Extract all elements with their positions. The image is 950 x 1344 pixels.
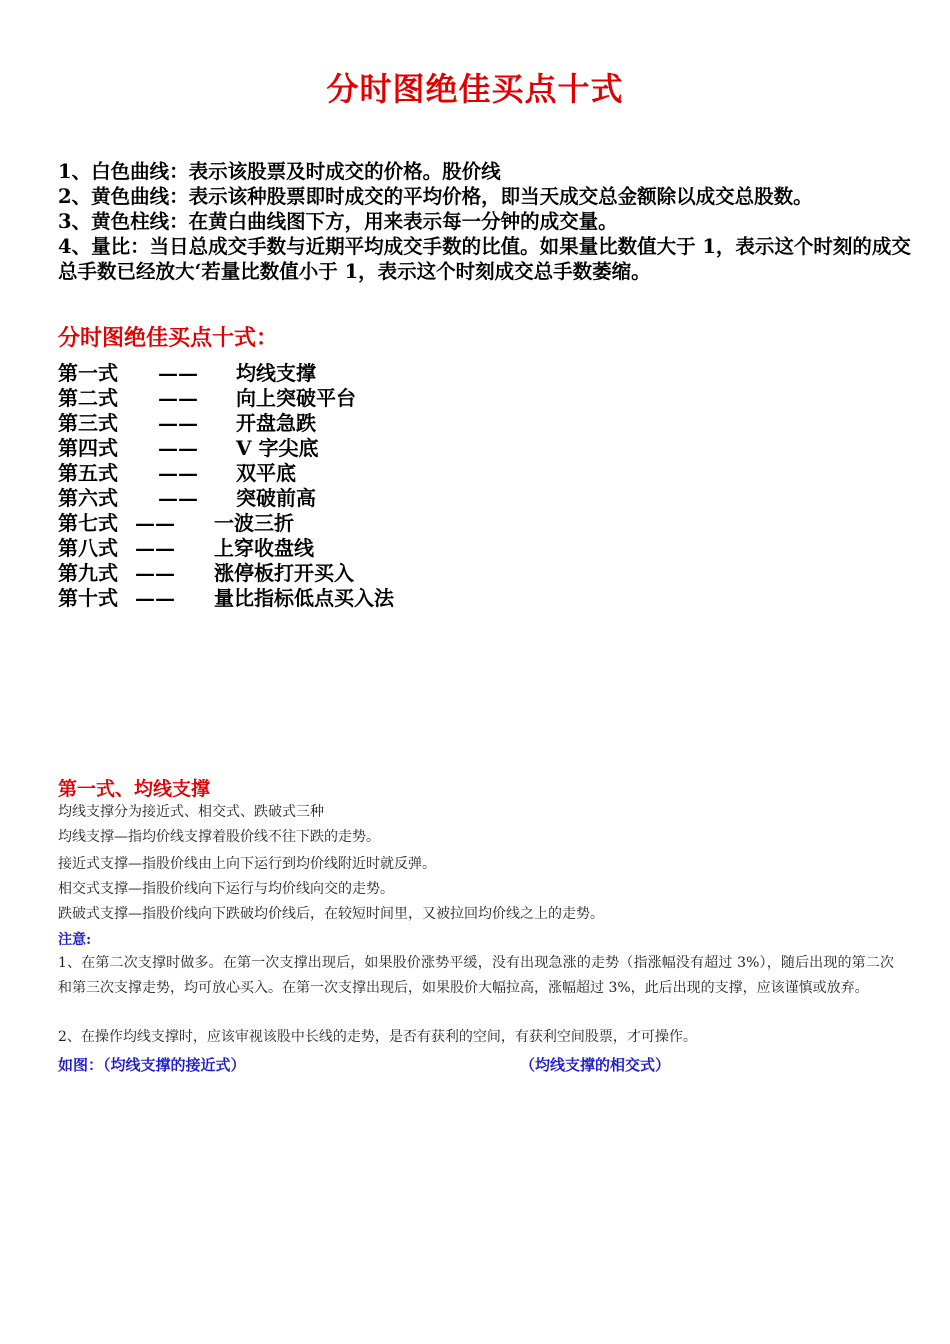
- section-line: 均线支撑分为接近式、相交式、跌破式三种: [58, 804, 324, 820]
- style-number: 第一式: [58, 361, 118, 385]
- figure-caption-right: （均线支撑的相交式）: [520, 1056, 671, 1074]
- definition-item: 4、量比：当日总成交手数与近期平均成交手数的比值。如果量比数值大于 1，表示这个时刻的成交总手数已经放大‘若量比数值小于 1，表示这个时刻成交总手数萎缩。: [58, 235, 911, 283]
- style-dash: ——: [135, 586, 175, 610]
- style-number: 第五式: [58, 461, 118, 485]
- style-dash: ——: [158, 436, 198, 460]
- section-line: 接近式支撑—指股价线由上向下运行到均价线附近时就反弹。: [58, 856, 436, 872]
- definitions-block: [58, 159, 918, 284]
- page-title: 分时图绝佳买点十式: [326, 70, 624, 108]
- style-name: 突破前高: [236, 486, 316, 510]
- style-number: 第十式: [58, 586, 118, 610]
- section-line: 均线支撑—指均价线支撑着股价线不往下跌的走势。: [58, 829, 380, 845]
- style-dash: ——: [135, 536, 175, 560]
- style-name: 开盘急跌: [236, 411, 316, 435]
- style-dash: ——: [158, 461, 198, 485]
- style-name: 一波三折: [214, 511, 294, 535]
- note-paragraph: 1、在第二次支撑时做多。在第一次支撑出现后，如果股价涨势平缓，没有出现急涨的走势（指涨幅没有超过 3%），随后出现的第二次和第三次支撑走势，均可放心买入。在第一次支撑出现后，如果股价大幅拉高，涨幅超过 3%，此后出现的支撑，应该谨慎或放弃。: [58, 955, 894, 996]
- style-dash: ——: [158, 486, 198, 510]
- definition-item: 3、黄色柱线：在黄白曲线图下方，用来表示每一分钟的成交量。: [58, 210, 618, 233]
- section-line: 相交式支撑—指股价线向下运行与均价线向交的走势。: [58, 881, 394, 897]
- style-number: 第二式: [58, 386, 118, 410]
- definition-item: 1、白色曲线：表示该股票及时成交的价格。股价线: [58, 160, 501, 183]
- figure-caption-left: 如图：（均线支撑的接近式）: [58, 1056, 246, 1074]
- definition-item: 2、黄色曲线：表示该种股票即时成交的平均价格，即当天成交总金额除以成交总股数。: [58, 185, 813, 208]
- style-dash: ——: [135, 561, 175, 585]
- style-number: 第八式: [58, 536, 118, 560]
- section-title: 第一式、均线支撑: [58, 778, 211, 800]
- style-number: 第三式: [58, 411, 118, 435]
- style-name: 向上突破平台: [236, 386, 356, 410]
- style-dash: ——: [158, 361, 198, 385]
- style-number: 第四式: [58, 436, 118, 460]
- styles-heading: 分时图绝佳买点十式：: [58, 325, 279, 351]
- style-number: 第九式: [58, 561, 118, 585]
- style-dash: ——: [158, 386, 198, 410]
- style-name: 双平底: [236, 461, 296, 485]
- style-dash: ——: [135, 511, 175, 535]
- style-name: 量比指标低点买入法: [214, 586, 394, 610]
- style-name: 上穿收盘线: [214, 536, 314, 560]
- style-name: 涨停板打开买入: [214, 561, 354, 585]
- style-name: V 字尖底: [236, 436, 319, 460]
- style-dash: ——: [158, 411, 198, 435]
- note-paragraph: 2、在操作均线支撑时，应该审视该股中长线的走势，是否有获利的空间，有获利空间股票，才可操作。: [58, 1029, 697, 1045]
- style-number: 第六式: [58, 486, 118, 510]
- note-label: 注意:: [58, 932, 92, 948]
- style-name: 均线支撑: [236, 361, 316, 385]
- section-line: 跌破式支撑—指股价线向下跌破均价线后，在较短时间里，又被拉回均价线之上的走势。: [58, 906, 604, 922]
- style-number: 第七式: [58, 511, 118, 535]
